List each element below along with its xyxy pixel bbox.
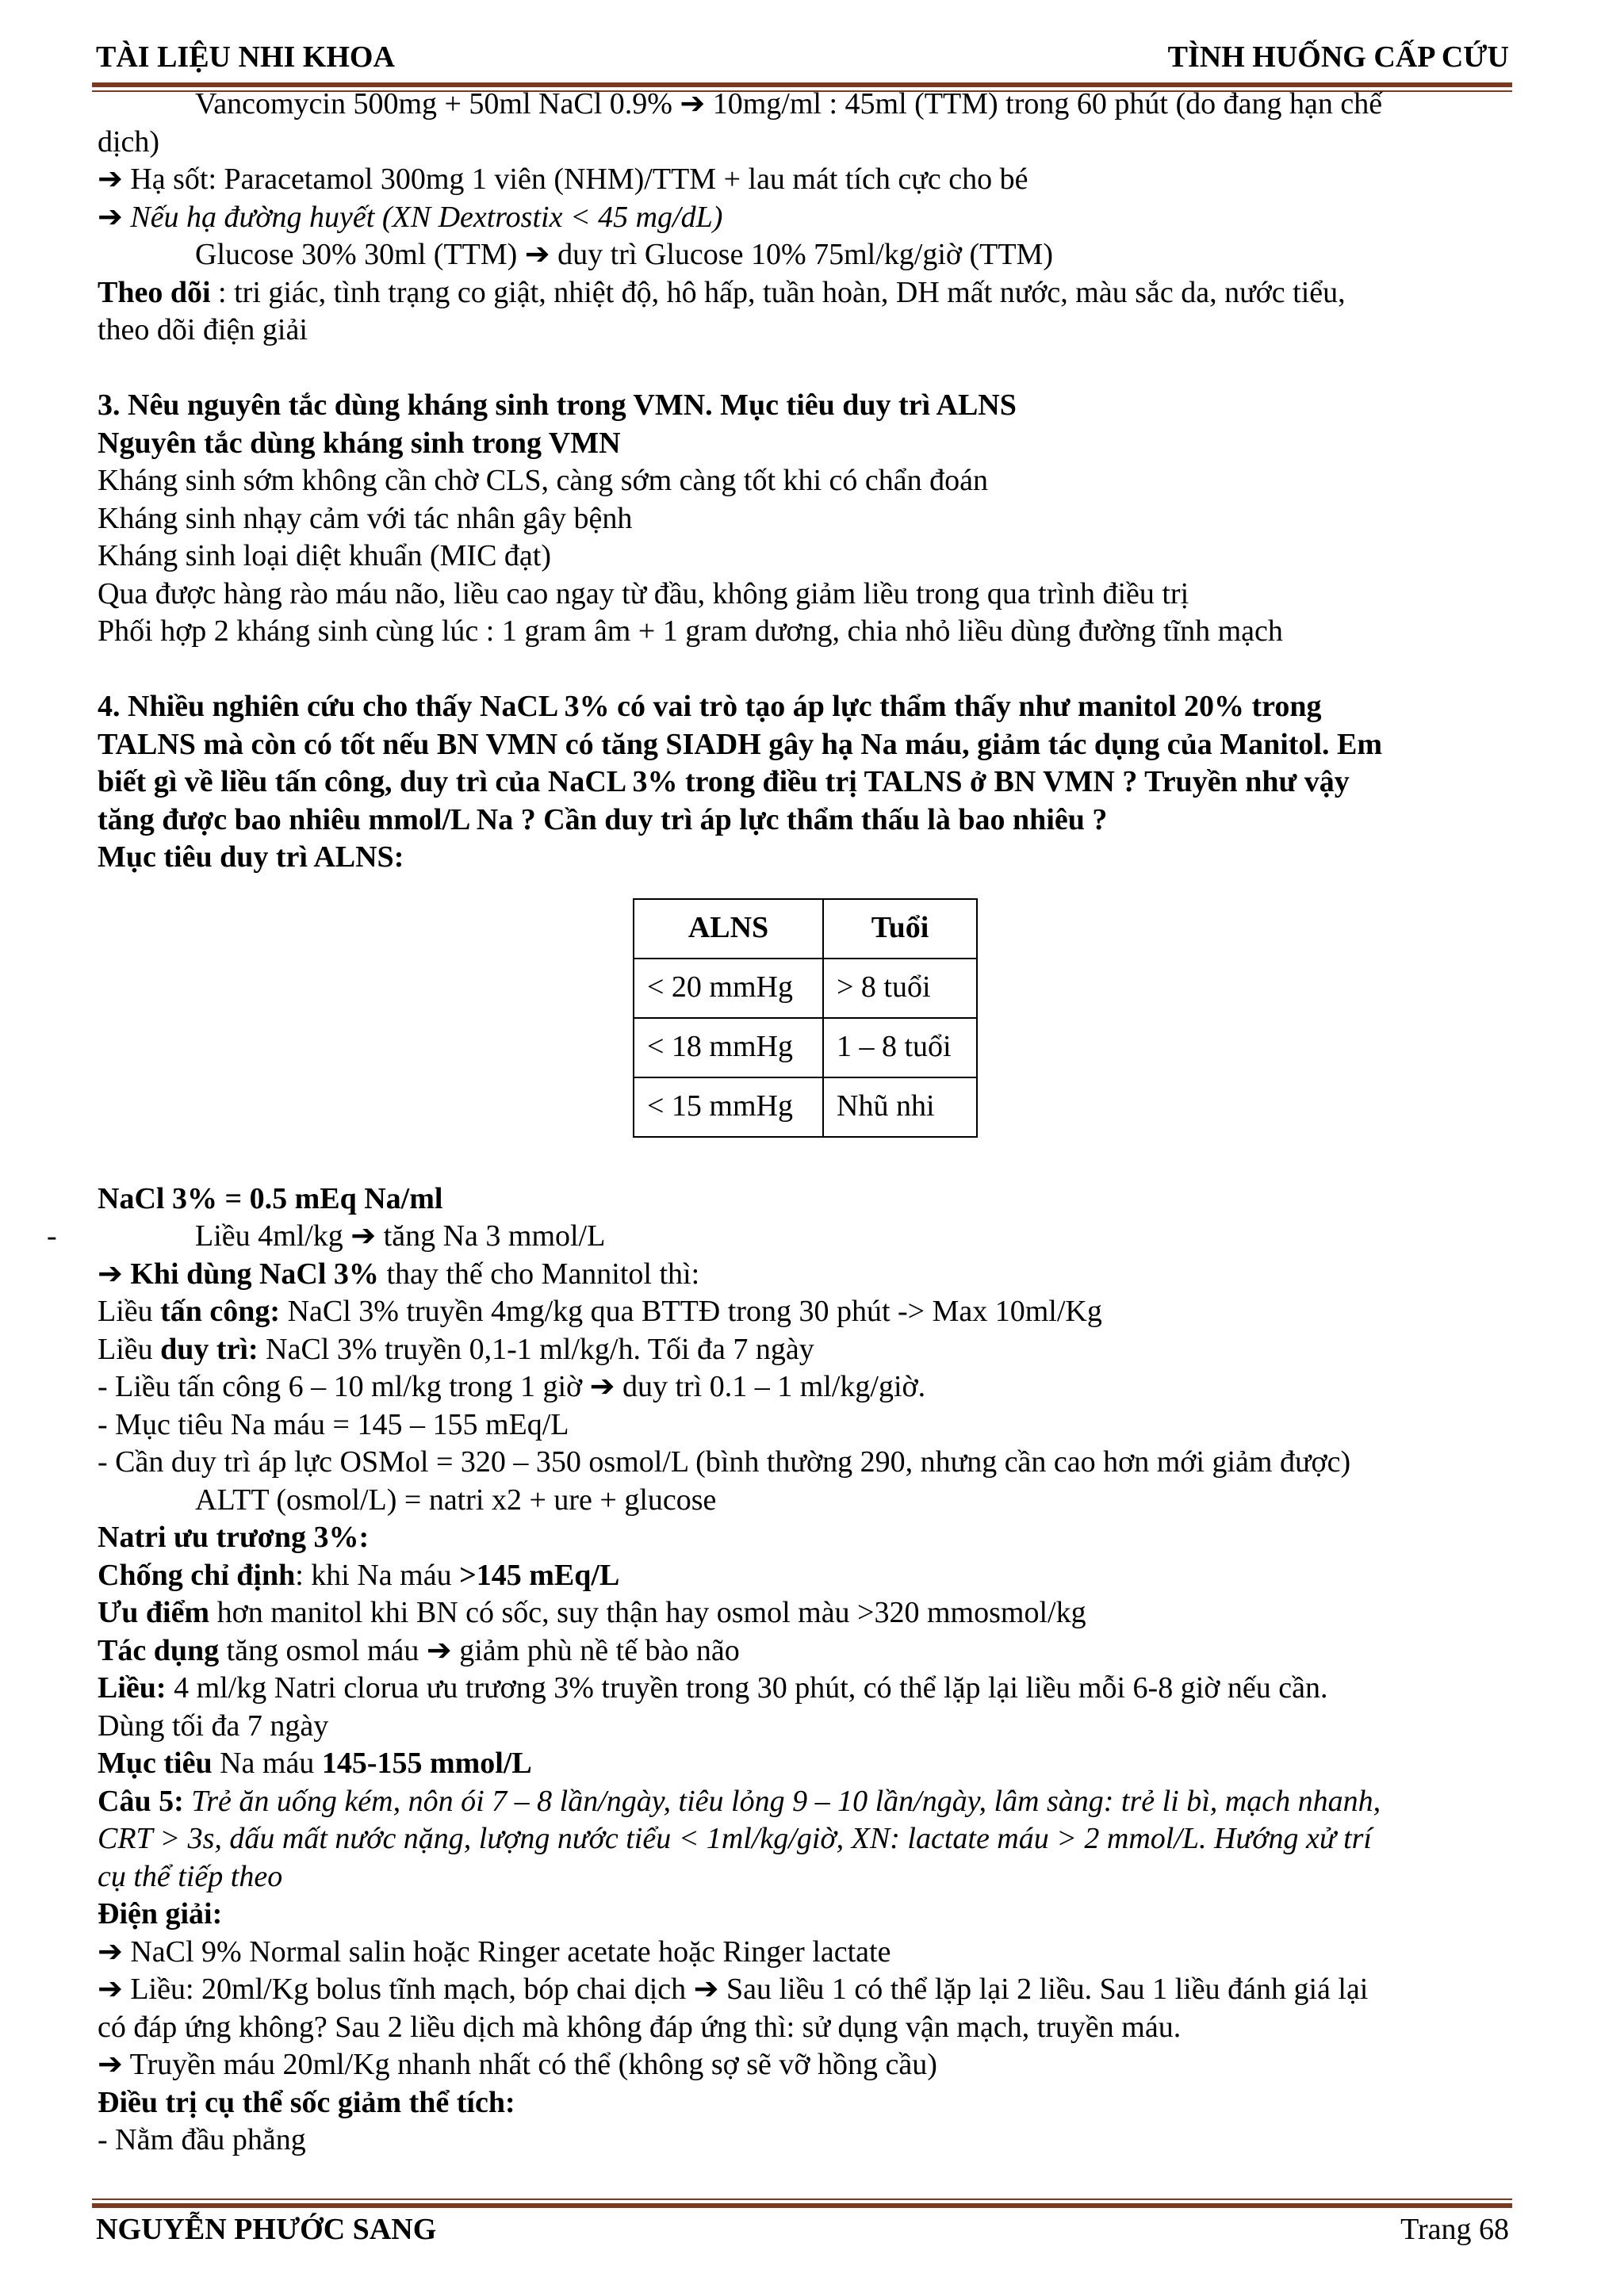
table-row	[634, 1077, 977, 1137]
text-line: ➔ Truyền máu 20ml/Kg nhanh nhất có thể (không sợ sẽ vỡ hồng cầu)	[98, 2048, 937, 2081]
table-cell: 1 – 8 tuổi	[823, 1018, 977, 1077]
section-heading-4: 4. Nhiều nghiên cứu cho thấy NaCL 3% có vai trò tạo áp lực thẩm thấy như manitol 20% trong	[98, 690, 1322, 723]
table-cell: < 15 mmHg	[634, 1077, 823, 1137]
page-header	[96, 33, 1509, 81]
italic-text: Nếu hạ đường huyết (XN Dextrostix < 45 mg/dL)	[130, 200, 723, 234]
text-line: - Cần duy trì áp lực OSMol = 320 – 350 osmol/L (bình thường 290, nhưng cần cao hơn mới giảm được)	[98, 1445, 1351, 1479]
section-subheading: Điện giải:	[98, 1897, 223, 1931]
list-item: Kháng sinh nhạy cảm với tác nhân gây bệnh	[98, 501, 633, 535]
text-line: Tác dụng tăng osmol máu ➔ giảm phù nề tế bào não	[98, 1633, 740, 1667]
text-line: ALTT (osmol/L) = natri x2 + ure + glucose	[195, 1483, 717, 1517]
text-line: dịch)	[98, 124, 160, 159]
section-subheading: Natri ưu trương 3%:	[98, 1521, 370, 1554]
text-line: Liều duy trì: NaCl 3% truyền 0,1-1 ml/kg/h. Tối đa 7 ngày	[98, 1332, 814, 1366]
text-line: có đáp ứng không? Sau 2 liều dịch mà không đáp ứng thì: sử dụng vận mạch, truyền máu.	[98, 2010, 1182, 2044]
text-line	[98, 199, 1517, 237]
bold-label: Theo dõi	[98, 275, 211, 309]
text-line: - Liều 4ml/kg ➔ tăng Na 3 mmol/L	[98, 1218, 1517, 1256]
question-label: Câu 5:	[98, 1784, 184, 1818]
arrow-icon: ➔	[98, 200, 123, 234]
section-subheading: Điều trị cụ thể sốc giảm thể tích:	[98, 2085, 515, 2119]
section-heading-4: biết gì về liều tấn công, duy trì của NaCL 3% trong điều trị TALNS ở BN VMN ? Truyền như vậy	[98, 765, 1350, 798]
section-subheading: Nguyên tắc dùng kháng sinh trong VMN	[98, 426, 621, 460]
text-line: Câu 5: Trẻ ăn uống kém, nôn ói 7 – 8 lần/ngày, tiêu lỏng 9 – 10 lần/ngày, lâm sàng: trẻ li bì, mạch nhanh,	[98, 1784, 1381, 1818]
list-item: Kháng sinh sớm không cần chờ CLS, càng sớm càng tốt khi có chẩn đoán	[98, 464, 989, 497]
target-heading: Mục tiêu duy trì ALNS:	[98, 840, 404, 874]
section-heading-4: TALNS mà còn có tốt nếu BN VMN có tăng SIADH gây hạ Na máu, giảm tác dụng của Manitol. Em	[98, 727, 1382, 761]
text-line: Vancomycin 500mg + 50ml NaCl 0.9% ➔ 10mg/ml : 45ml (TTM) trong 60 phút (do đang hạn chế	[195, 87, 1383, 121]
text-line: theo dõi điện giải	[98, 313, 308, 346]
text-line: Dùng tối đa 7 ngày	[98, 1709, 329, 1743]
list-item: Phối hợp 2 kháng sinh cùng lúc : 1 gram âm + 1 gram dương, chia nhỏ liều dùng đường tĩnh mạch	[98, 614, 1283, 648]
text-line: ➔ Liều: 20ml/Kg bolus tĩnh mạch, bóp chai dịch ➔ Sau liều 1 có thể lặp lại 2 liều. Sau 1 liều đánh giá lại	[98, 1973, 1369, 2006]
table-cell: Nhũ nhi	[823, 1077, 977, 1137]
text-line: NaCl 3% = 0.5 mEq Na/ml	[98, 1181, 443, 1215]
list-item: Kháng sinh loại diệt khuẩn (MIC đạt)	[98, 539, 552, 572]
table-cell: > 8 tuổi	[823, 959, 977, 1018]
table-cell: < 18 mmHg	[634, 1018, 823, 1077]
text-line: CRT > 3s, dấu mất nước nặng, lượng nước tiểu < 1ml/kg/giờ, XN: lactate máu > 2 mmol/L. Hướng xử trí	[98, 1822, 1372, 1855]
table-row	[634, 959, 977, 1018]
section-heading-3: 3. Nêu nguyên tắc dùng kháng sinh trong VMN. Mục tiêu duy trì ALNS	[98, 388, 1017, 422]
table-header-cell: ALNS	[634, 899, 823, 959]
text-line: Chống chỉ định: khi Na máu >145 mEq/L	[98, 1558, 620, 1592]
text-line: - Nằm đầu phẳng	[98, 2123, 306, 2156]
text-line: ➔ Khi dùng NaCl 3% thay thế cho Mannitol thì:	[98, 1257, 700, 1291]
table-header-row	[634, 899, 977, 959]
table-header-cell: Tuổi	[823, 899, 977, 959]
footer-author: NGUYỄN PHƯỚC SANG	[96, 2213, 437, 2246]
text-line: Glucose 30% 30ml (TTM) ➔ duy trì Glucose 10% 75ml/kg/giờ (TTM)	[195, 238, 1053, 271]
section-heading-4: tăng được bao nhiêu mmol/L Na ? Cần duy trì áp lực thẩm thấu là bao nhiêu ?	[98, 802, 1108, 836]
page-number: Trang 68	[1400, 2213, 1509, 2246]
footer-rule-thin	[92, 2198, 1512, 2200]
text-line: - Liều tấn công 6 – 10 ml/kg trong 1 giờ ➔ duy trì 0.1 – 1 ml/kg/giờ.	[98, 1370, 926, 1403]
text-line: Ưu điểm hơn manitol khi BN có sốc, suy thận hay osmol màu >320 mmosmol/kg	[98, 1596, 1086, 1629]
text-line: Liều: 4 ml/kg Natri clorua ưu trương 3% truyền trong 30 phút, có thể lặp lại liều mỗi 6-8 giờ nếu cần.	[98, 1671, 1328, 1705]
text-line: - Mục tiêu Na máu = 145 – 155 mEq/L	[98, 1407, 569, 1441]
text-line: cụ thể tiếp theo	[98, 1859, 283, 1893]
document-body	[47, 86, 1517, 2160]
alns-table	[633, 898, 978, 1138]
text-line: Liều tấn công: NaCl 3% truyền 4mg/kg qua BTTĐ trong 30 phút -> Max 10ml/Kg	[98, 1295, 1102, 1328]
dash-marker: -	[47, 1219, 57, 1253]
table-row	[634, 1018, 977, 1077]
footer-rule-thick	[92, 2203, 1512, 2208]
text-line: ➔ Hạ sốt: Paracetamol 300mg 1 viên (NHM)/TTM + lau mát tích cực cho bé	[98, 163, 1028, 196]
header-title-right: TÌNH HUỐNG CẤP CỨU	[1167, 40, 1509, 74]
list-item: Qua được hàng rào máu não, liều cao ngay từ đầu, không giảm liều trong qua trình điều trị	[98, 576, 1189, 610]
text-line: Theo dõi : tri giác, tình trạng co giật, nhiệt độ, hô hấp, tuần hoàn, DH mất nước, màu sắc da, nước tiểu,	[98, 275, 1346, 309]
text-line: Mục tiêu Na máu 145-155 mmol/L	[98, 1747, 532, 1780]
text-line: ➔ NaCl 9% Normal salin hoặc Ringer acetate hoặc Ringer lactate	[98, 1934, 891, 1969]
table-cell: < 20 mmHg	[634, 959, 823, 1018]
header-title-left: TÀI LIỆU NHI KHOA	[96, 40, 395, 74]
